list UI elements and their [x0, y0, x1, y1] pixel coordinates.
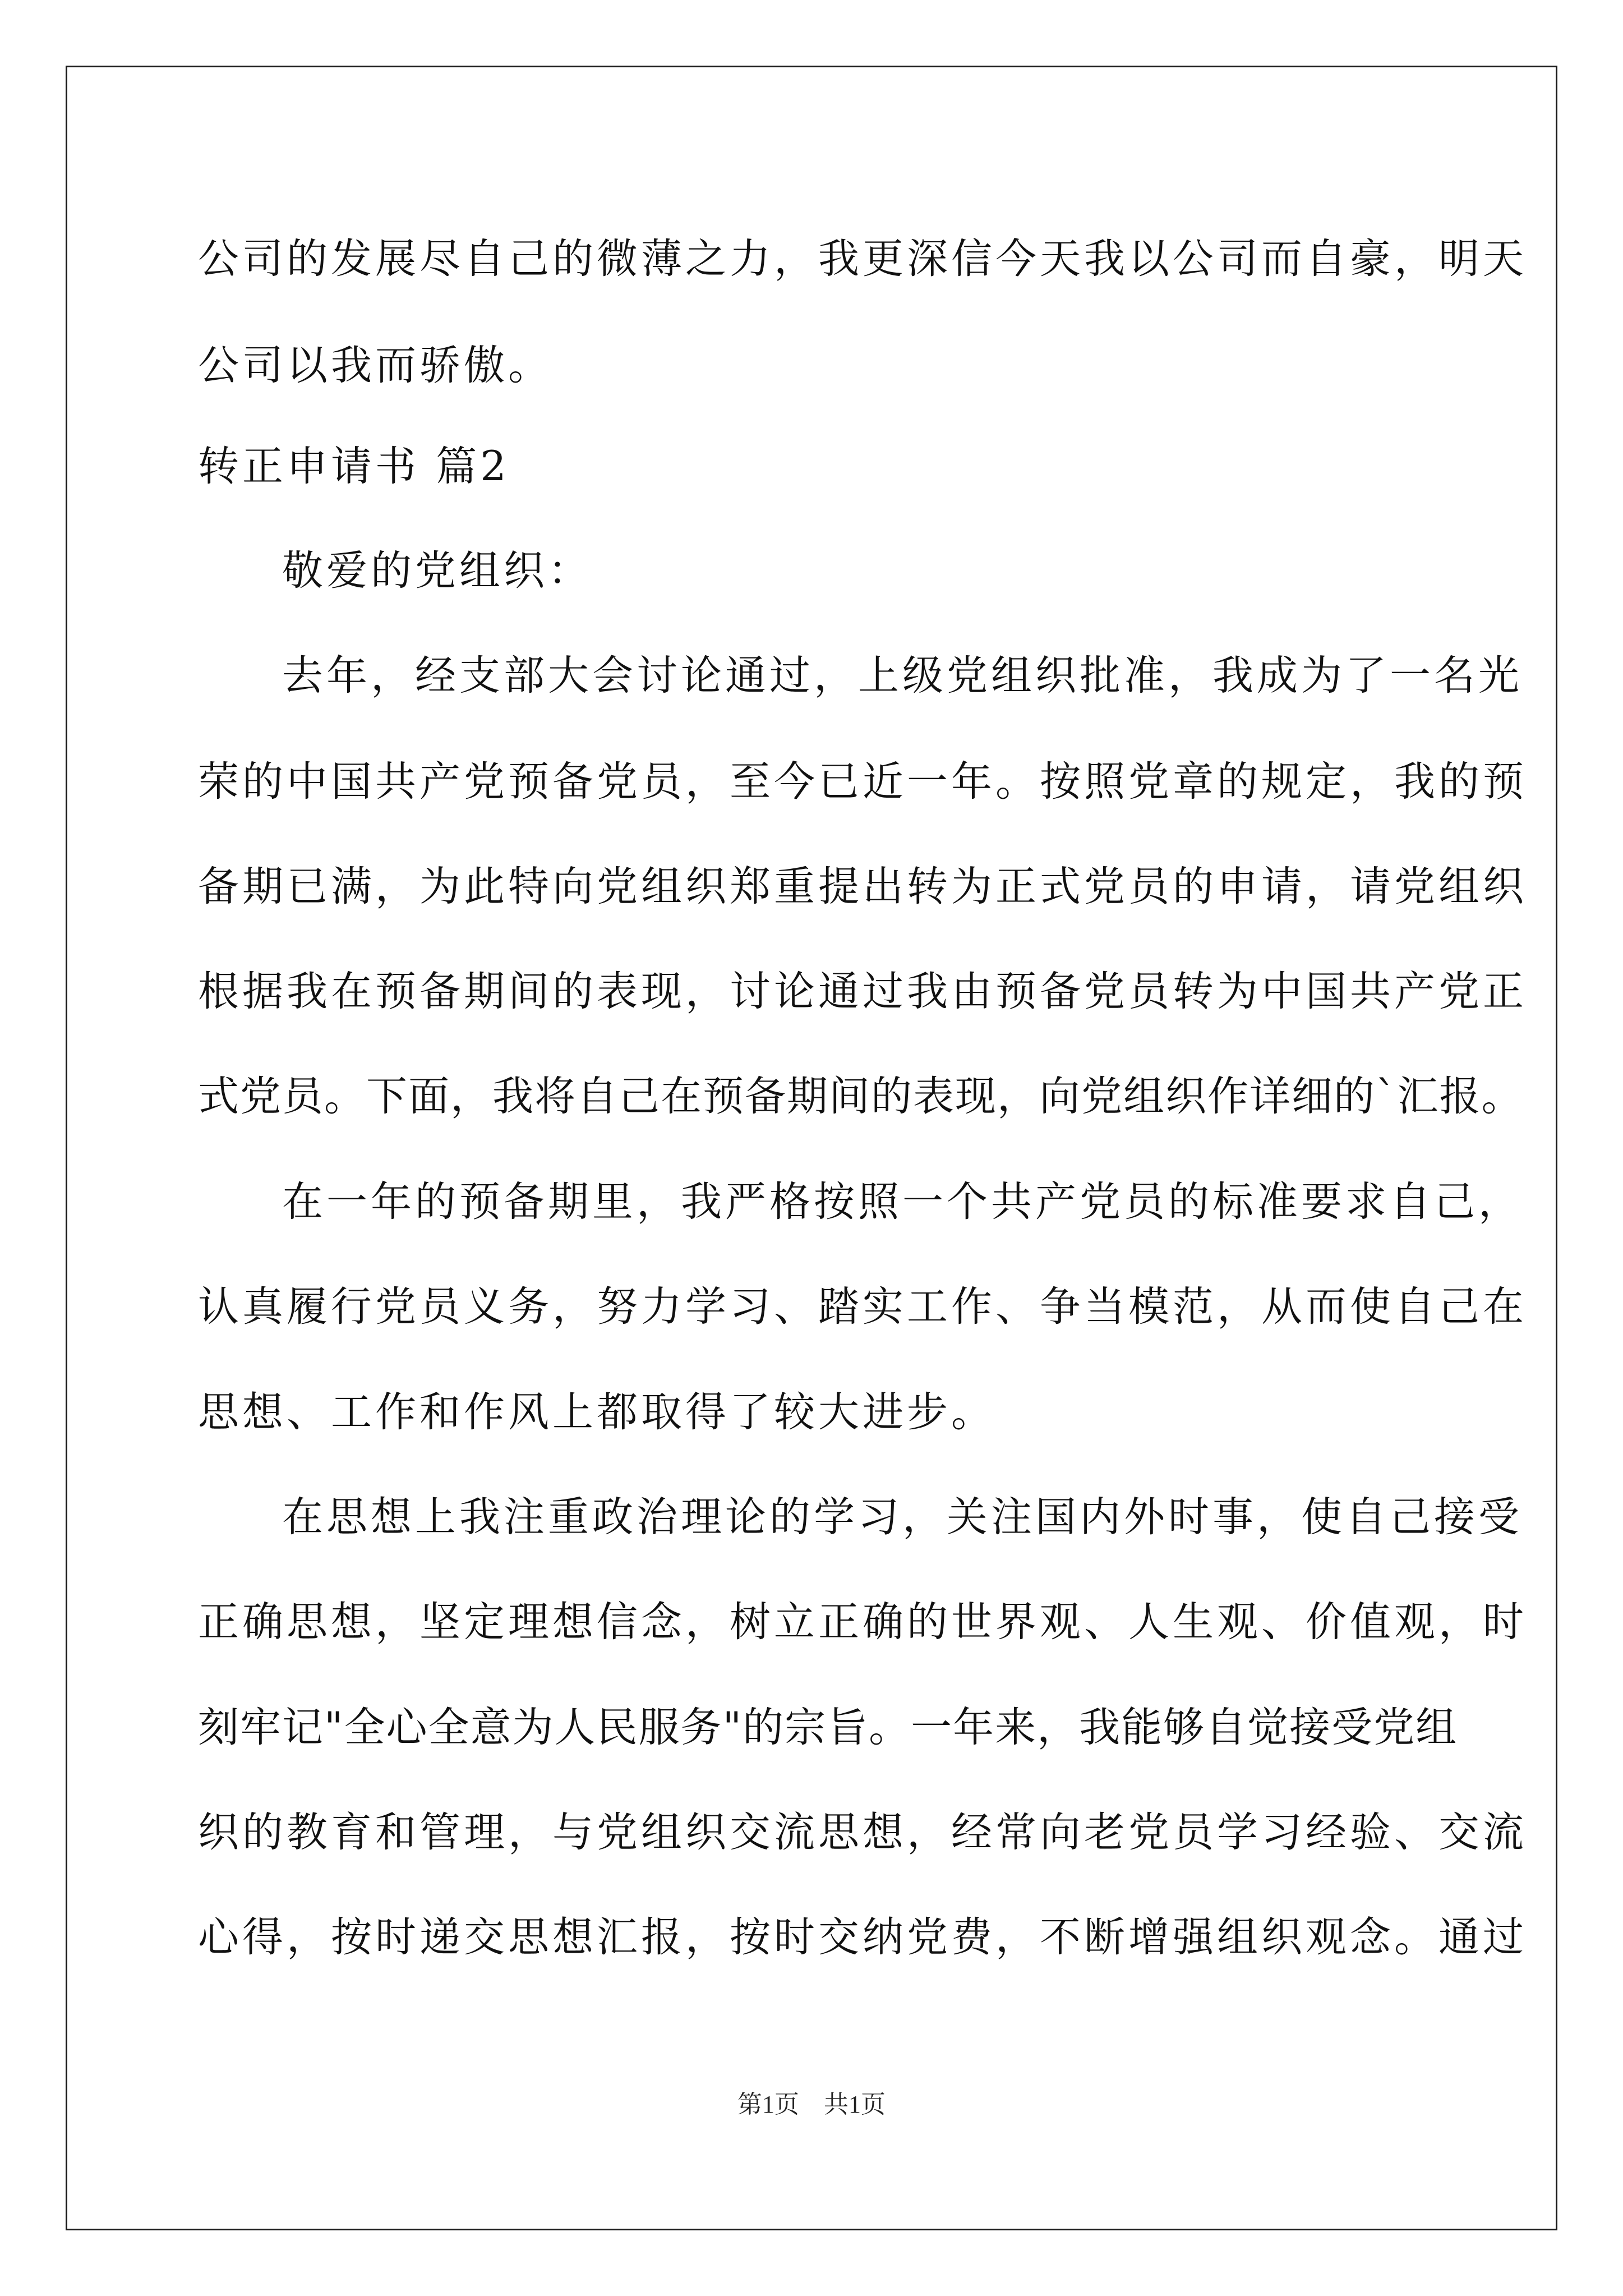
text-line: 思想、工作和作风上都取得了较大进步。 [198, 1388, 995, 1436]
text-line: 公司以我而骄傲。 [198, 342, 552, 389]
page-footer: 第1页 共1页 [737, 2091, 886, 2118]
text-line: 式党员。下面，我将自己在预备期间的表现，向党组织作详细的`汇报。 [198, 1073, 1524, 1120]
text-line: 心得，按时递交思想汇报，按时交纳党费，不断增强组织观念。通过 [198, 1913, 1527, 1961]
text-line: 去年，经支部大会讨论通过，上级党组织批准，我成为了一名光 [282, 652, 1523, 700]
text-line: 在一年的预备期里，我严格按照一个共产党员的标准要求自己， [282, 1178, 1523, 1226]
text-line: 荣的中国共产党预备党员，至今已近一年。按照党章的规定，我的预 [198, 758, 1527, 806]
section-heading: 转正申请书 篇2 [198, 443, 510, 490]
text-line: 根据我在预备期间的表现，讨论通过我由预备党员转为中国共产党正 [198, 968, 1527, 1015]
text-line: 刻牢记"全心全意为人民服务"的宗旨。一年来，我能够自觉接受党组 [198, 1704, 1458, 1751]
text-line: 织的教育和管理，与党组织交流思想，经常向老党员学习经验、交流 [198, 1809, 1527, 1856]
text-line: 备期已满，为此特向党组织郑重提出转为正式党员的申请，请党组织 [198, 863, 1527, 910]
text-line: 认真履行党员义务，努力学习、踏实工作、争当模范，从而使自己在 [198, 1283, 1527, 1331]
text-line: 公司的发展尽自己的微薄之力，我更深信今天我以公司而自豪，明天 [198, 235, 1527, 283]
salutation: 敬爱的党组织： [282, 547, 592, 595]
text-line: 正确思想，坚定理想信念，树立正确的世界观、人生观、价值观，时 [198, 1598, 1527, 1646]
text-line: 在思想上我注重政治理论的学习，关注国内外时事，使自己接受 [282, 1493, 1523, 1541]
